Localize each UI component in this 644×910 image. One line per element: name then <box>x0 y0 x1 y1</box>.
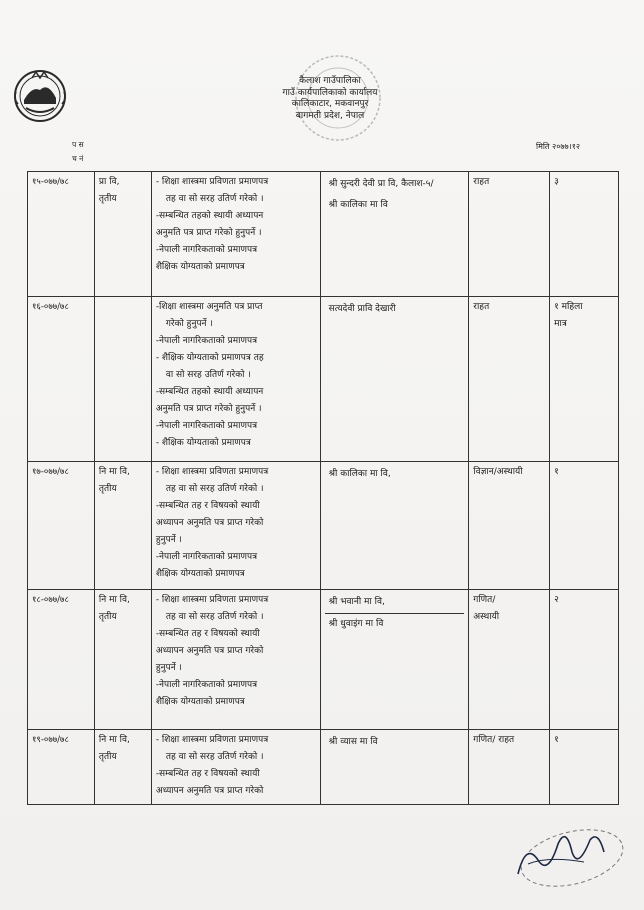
vacancy-count: मात्र <box>554 319 567 329</box>
vacancy-row <box>28 462 619 590</box>
vacancy-count: १ <box>554 735 559 745</box>
qualification-line: - शिक्षा शास्त्रमा प्रविणता प्रमाणपत्र <box>155 595 269 605</box>
level-text: तृतीय <box>98 194 117 204</box>
office-province: बागमती प्रदेश, नेपाल <box>295 110 365 121</box>
level-text: तृतीय <box>98 484 117 494</box>
vacancy-table-body <box>28 172 619 805</box>
qualification-line: तह वा सो सरह उतिर्ण गरेको । <box>165 752 264 762</box>
qualification-line: -सम्बन्धित तहको स्थायी अध्यापन <box>155 387 264 397</box>
office-name: कैलाश गाउँपालिका <box>299 76 361 86</box>
level-text: तृतीय <box>98 752 117 762</box>
vacancy-count-cell <box>550 172 619 297</box>
school-name: श्री भवानी मा वि, <box>328 597 385 607</box>
qualification-cell <box>151 730 320 805</box>
position-type-cell <box>469 590 550 730</box>
advertisement-code-cell <box>28 730 95 805</box>
school-name: श्री व्यास मा वि <box>328 737 378 747</box>
qualification-cell <box>151 462 320 590</box>
office-subtitle: गाउँ कार्यपालिकाको कार्यालय <box>282 87 378 98</box>
qualification-line: अध्यापन अनुमति पत्र प्राप्त गरेको <box>155 786 264 796</box>
qualification-cell <box>151 297 320 462</box>
vacancy-count: २ <box>554 595 559 605</box>
school-cell <box>320 590 469 730</box>
level-cell <box>94 462 151 590</box>
school-cell <box>320 172 469 297</box>
advertisement-code-cell <box>28 297 95 462</box>
position-type: अस्थायी <box>473 612 500 622</box>
qualification-line: - शिक्षा शास्त्रमा प्रविणता प्रमाणपत्र <box>155 467 269 477</box>
document-date: मिति २०७७।१२ <box>536 142 581 151</box>
signature-stamp <box>508 812 632 898</box>
school-name: श्री कालिका मा वि, <box>328 469 391 479</box>
vacancy-row <box>28 297 619 462</box>
level-cell <box>94 297 151 462</box>
level-text: नि मा वि, <box>98 467 130 477</box>
qualification-line: हुनुपर्ने । <box>155 535 182 545</box>
qualification-line: अनुमति पत्र प्राप्त गरेको हुनुपर्ने । <box>155 228 262 238</box>
qualification-line: वा सो सरह उतिर्ण गरेको । <box>165 370 251 380</box>
school-cell <box>320 730 469 805</box>
qualification-line: हुनुपर्ने । <box>155 663 182 673</box>
qualification-line: -सम्बन्धित तह र विषयको स्थायी <box>155 769 260 779</box>
level-text: नि मा वि, <box>98 595 130 605</box>
vacancy-row <box>28 172 619 297</box>
vacancy-count: ३ <box>554 177 559 187</box>
qualification-line: -नेपाली नागरिकताको प्रमाणपत्र <box>155 680 258 690</box>
vacancy-row <box>28 730 619 805</box>
qualification-line: - शिक्षा शास्त्रमा प्रविणता प्रमाणपत्र <box>155 177 269 187</box>
position-type: गणित/ <box>473 595 496 605</box>
qualification-line: तह वा सो सरह उतिर्ण गरेको । <box>165 484 264 494</box>
qualification-line: अनुमति पत्र प्राप्त गरेको हुनुपर्ने । <box>155 404 262 414</box>
vacancy-count: १ <box>554 467 559 477</box>
position-type-cell <box>469 730 550 805</box>
position-type: राहत <box>473 177 490 187</box>
qualification-line: -नेपाली नागरिकताको प्रमाणपत्र <box>155 336 258 346</box>
advertisement-code-cell <box>28 172 95 297</box>
level-text: नि मा वि, <box>98 735 130 745</box>
school-cell <box>320 297 469 462</box>
level-cell <box>94 730 151 805</box>
qualification-line: शैक्षिक योग्यताको प्रमाणपत्र <box>155 262 245 272</box>
vacancy-count-cell <box>550 590 619 730</box>
qualification-line: अध्यापन अनुमति पत्र प्राप्त गरेको <box>155 646 264 656</box>
position-type-cell <box>469 172 550 297</box>
qualification-line: अध्यापन अनुमति पत्र प्राप्त गरेको <box>155 518 264 528</box>
qualification-line: -नेपाली नागरिकताको प्रमाणपत्र <box>155 421 258 431</box>
position-type-cell <box>469 462 550 590</box>
qualification-line: शैक्षिक योग्यताको प्रमाणपत्र <box>155 569 245 579</box>
qualification-cell <box>151 172 320 297</box>
qualification-line: तह वा सो सरह उतिर्ण गरेको । <box>165 612 264 622</box>
school-name: सत्यदेवी प्रावि देखारी <box>328 304 396 314</box>
vacancy-count-cell <box>550 462 619 590</box>
dispatch-number-label: च नं <box>72 154 84 163</box>
qualification-line: -सम्बन्धित तह र विषयको स्थायी <box>155 629 260 639</box>
advertisement-code: १७-०७७/७८ <box>32 467 69 477</box>
school-cell <box>320 462 469 590</box>
level-cell <box>94 590 151 730</box>
office-address: कालिकाटार, मकवानपुर <box>291 99 369 109</box>
position-type: गणित/ राहत <box>473 735 515 745</box>
vacancy-count-cell <box>550 297 619 462</box>
qualification-line: - शैक्षिक योग्यताको प्रमाणपत्र <box>155 438 251 448</box>
level-cell <box>94 172 151 297</box>
letter-number-label: प स <box>72 140 84 149</box>
advertisement-code: १५-०७७/७८ <box>32 177 69 187</box>
vacancy-count-cell <box>550 730 619 805</box>
advertisement-code-cell <box>28 462 95 590</box>
nepal-emblem-icon <box>12 68 68 124</box>
advertisement-code-cell <box>28 590 95 730</box>
qualification-line: -शिक्षा शास्त्रमा अनुमति पत्र प्राप्त <box>155 302 263 312</box>
position-type: विज्ञान/अस्थायी <box>473 467 523 477</box>
qualification-cell <box>151 590 320 730</box>
advertisement-code: १६-०७७/७८ <box>32 302 69 312</box>
school-name: श्री धुवाइंग मा वि <box>325 613 465 635</box>
vacancy-count: १ महिला <box>554 302 583 312</box>
vacancy-row <box>28 590 619 730</box>
qualification-line: शैक्षिक योग्यताको प्रमाणपत्र <box>155 697 245 707</box>
advertisement-code: १८-०७७/७८ <box>32 595 69 605</box>
qualification-line: -नेपाली नागरिकताको प्रमाणपत्र <box>155 552 258 562</box>
qualification-line: -सम्बन्धित तहको स्थायी अध्यापन <box>155 211 264 221</box>
school-name: श्री कालिका मा वि <box>328 200 388 210</box>
qualification-line: - शैक्षिक योग्यताको प्रमाणपत्र तह <box>155 353 264 363</box>
qualification-line: गरेको हुनुपर्ने । <box>165 319 213 329</box>
qualification-line: तह वा सो सरह उतिर्ण गरेको । <box>165 194 264 204</box>
position-type: राहत <box>473 302 490 312</box>
school-name: श्री सुन्दरी देवी प्रा वि, कैलाश-५/ <box>328 179 434 189</box>
reference-numbers <box>72 138 84 166</box>
advertisement-code: १९-०७७/७८ <box>32 735 69 745</box>
qualification-line: - शिक्षा शास्त्रमा प्रविणता प्रमाणपत्र <box>155 735 269 745</box>
position-type-cell <box>469 297 550 462</box>
office-header <box>240 76 420 122</box>
qualification-line: -सम्बन्धित तह र विषयको स्थायी <box>155 501 260 511</box>
level-text: तृतीय <box>98 612 117 622</box>
qualification-line: -नेपाली नागरिकताको प्रमाणपत्र <box>155 245 258 255</box>
vacancy-table <box>27 171 619 805</box>
level-text: प्रा वि, <box>98 177 120 187</box>
